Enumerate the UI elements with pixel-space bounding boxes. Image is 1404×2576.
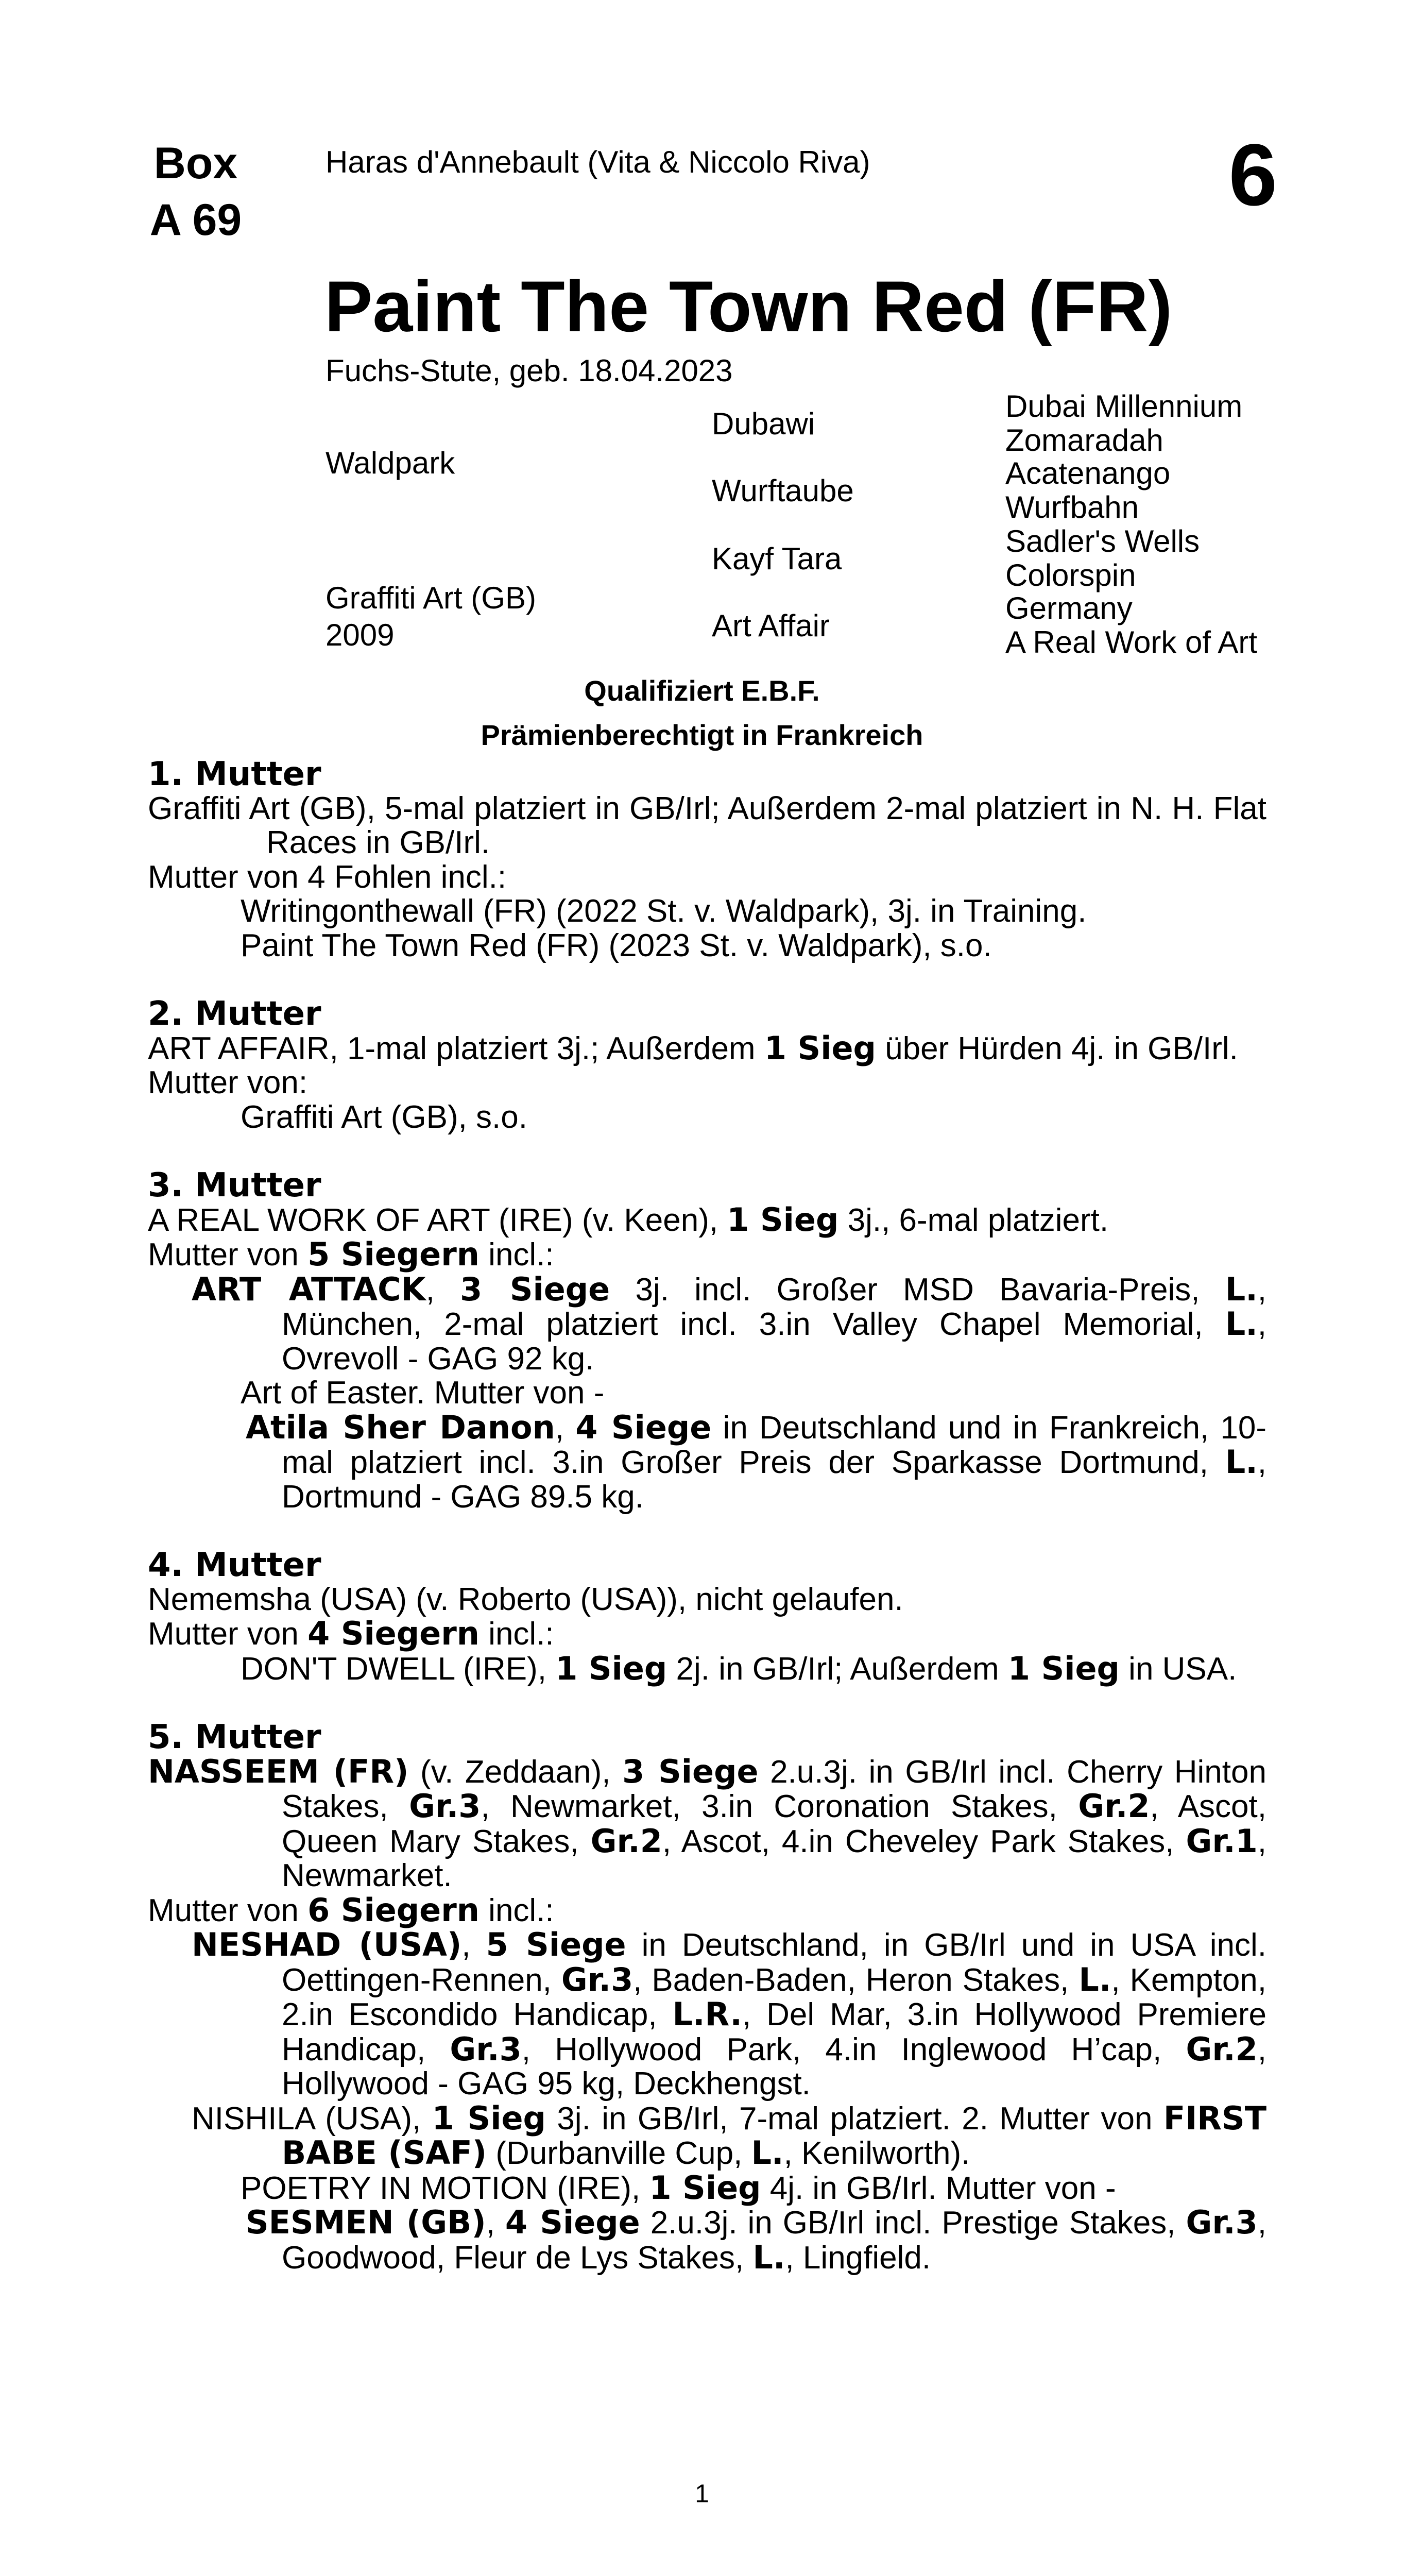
pedigree-gen3-item: Colorspin	[1005, 558, 1136, 592]
lot-number: 6	[1228, 126, 1277, 224]
pedigree-gen2-item: Art Affair	[712, 608, 830, 643]
pedigree-dam: Graffiti Art (GB)	[326, 581, 536, 615]
dam-record: A REAL WORK OF ART (IRE) (v. Keen), 1 Sieg 3j., 6-mal platziert.	[148, 1200, 1109, 1239]
offspring-item: POETRY IN MOTION (IRE), 1 Sieg 4j. in GB/Irl. Mutter von -	[241, 2168, 1116, 2207]
offspring-intro: Mutter von:	[148, 1065, 308, 1100]
pedigree-gen3-item: Germany	[1005, 591, 1133, 625]
box-number: A 69	[149, 195, 242, 245]
pedigree-sire: Waldpark	[326, 446, 455, 480]
pedigree-gen3-item: Sadler's Wells	[1005, 524, 1200, 558]
pedigree-gen2-item: Wurftaube	[712, 473, 854, 508]
grand-offspring-item: Atila Sher Danon, 4 Siege in Deutschland und in Frankreich, 10-mal platziert incl. 3.in Großer Preis der Sparkasse Dortmund, L., Dortmund - GAG 89.5 kg.	[246, 1408, 1266, 1515]
dam-record: Nememsha (USA) (v. Roberto (USA)), nicht gelaufen.	[148, 1581, 903, 1617]
breeder: Haras d'Annebault (Vita & Niccolo Riva)	[326, 145, 870, 179]
pedigree-gen3-item: A Real Work of Art	[1005, 625, 1258, 659]
section-heading: 1. Mutter	[148, 755, 321, 793]
pedigree-gen3-item: Zomaradah	[1005, 423, 1163, 457]
offspring-item: ART ATTACK, 3 Siege 3j. incl. Großer MSD Bavaria-Preis, L., München, 2-mal platziert incl. 3.in Valley Chapel Memorial, L., Ovrevoll - GAG 92 kg.	[192, 1270, 1266, 1377]
qualification: Prämienberechtigt in Frankreich	[481, 719, 923, 751]
qualification: Qualifiziert E.B.F.	[584, 674, 820, 707]
offspring-intro: Mutter von 4 Siegern incl.:	[148, 1615, 554, 1652]
pedigree-dam-year: 2009	[326, 618, 395, 652]
horse-name: Paint The Town Red (FR)	[324, 266, 1173, 347]
dam-record: ART AFFAIR, 1-mal platziert 3j.; Außerdem 1 Sieg über Hürden 4j. in GB/Irl.	[148, 1029, 1238, 1067]
section-heading: 3. Mutter	[148, 1166, 321, 1205]
pedigree-gen3-item: Dubai Millennium	[1005, 389, 1243, 423]
offspring-intro: Mutter von 6 Siegern incl.:	[148, 1891, 554, 1929]
offspring-item: Art of Easter. Mutter von -	[241, 1375, 605, 1411]
offspring-item: NISHILA (USA), 1 Sieg 3j. in GB/Irl, 7-mal platziert. 2. Mutter von FIRST BABE (SAF) (Durbanville Cup, L., Kenilworth).	[192, 2099, 1266, 2172]
offspring-item: Paint The Town Red (FR) (2023 St. v. Waldpark), s.o.	[241, 927, 992, 963]
offspring-item: DON'T DWELL (IRE), 1 Sieg 2j. in GB/Irl; Außerdem 1 Sieg in USA.	[241, 1649, 1237, 1687]
offspring-item: Graffiti Art (GB), s.o.	[241, 1099, 527, 1135]
dam-record: NASSEEM (FR) (v. Zeddaan), 3 Siege 2.u.3j. in GB/Irl incl. Cherry Hinton Stakes, Gr.3, Newmarket, 3.in Coronation Stakes, Gr.2, Ascot, Queen Mary Stakes, Gr.2, Ascot, 4.in Cheveley Park Stakes, Gr.1, Newmarket.	[148, 1752, 1266, 1893]
pedigree-gen3-item: Acatenango	[1005, 456, 1171, 490]
grand-offspring-item: SESMEN (GB), 4 Siege 2.u.3j. in GB/Irl incl. Prestige Stakes, Gr.3, Goodwood, Fleur de Lys Stakes, L., Lingfield.	[246, 2204, 1266, 2276]
dam-family	[148, 757, 1266, 2275]
page-number: 1	[695, 2479, 709, 2508]
offspring-intro: Mutter von 4 Fohlen incl.:	[148, 859, 507, 895]
box-label: Box	[153, 139, 238, 188]
section-heading: 2. Mutter	[148, 995, 321, 1033]
section-heading: 4. Mutter	[148, 1546, 321, 1584]
dam-record: Graffiti Art (GB), 5-mal platziert in GB/Irl; Außerdem 2-mal platziert in N. H. Flat Races in GB/Irl.	[148, 790, 1266, 860]
pedigree-gen3-item: Wurfbahn	[1005, 490, 1139, 524]
section-heading: 5. Mutter	[148, 1718, 321, 1756]
offspring-intro: Mutter von 5 Siegern incl.:	[148, 1235, 554, 1273]
pedigree-gen2-item: Kayf Tara	[712, 541, 842, 576]
offspring-item: Writingonthewall (FR) (2022 St. v. Waldpark), 3j. in Training.	[241, 893, 1087, 929]
pedigree-gen2-item: Dubawi	[712, 406, 815, 441]
horse-description: Fuchs-Stute, geb. 18.04.2023	[326, 353, 733, 388]
offspring-item: NESHAD (USA), 5 Siege in Deutschland, in GB/Irl und in USA incl. Oettingen-Rennen, Gr.3, Baden-Baden, Heron Stakes, L., Kempton, 2.in Escondido Handicap, L.R., Del Mar, 3.in Hollywood Premiere Handicap, Gr.3, Hollywood Park, 4.in Inglewood H’cap, Gr.2, Hollywood - GAG 95 kg, Deckhengst.	[192, 1926, 1267, 2102]
